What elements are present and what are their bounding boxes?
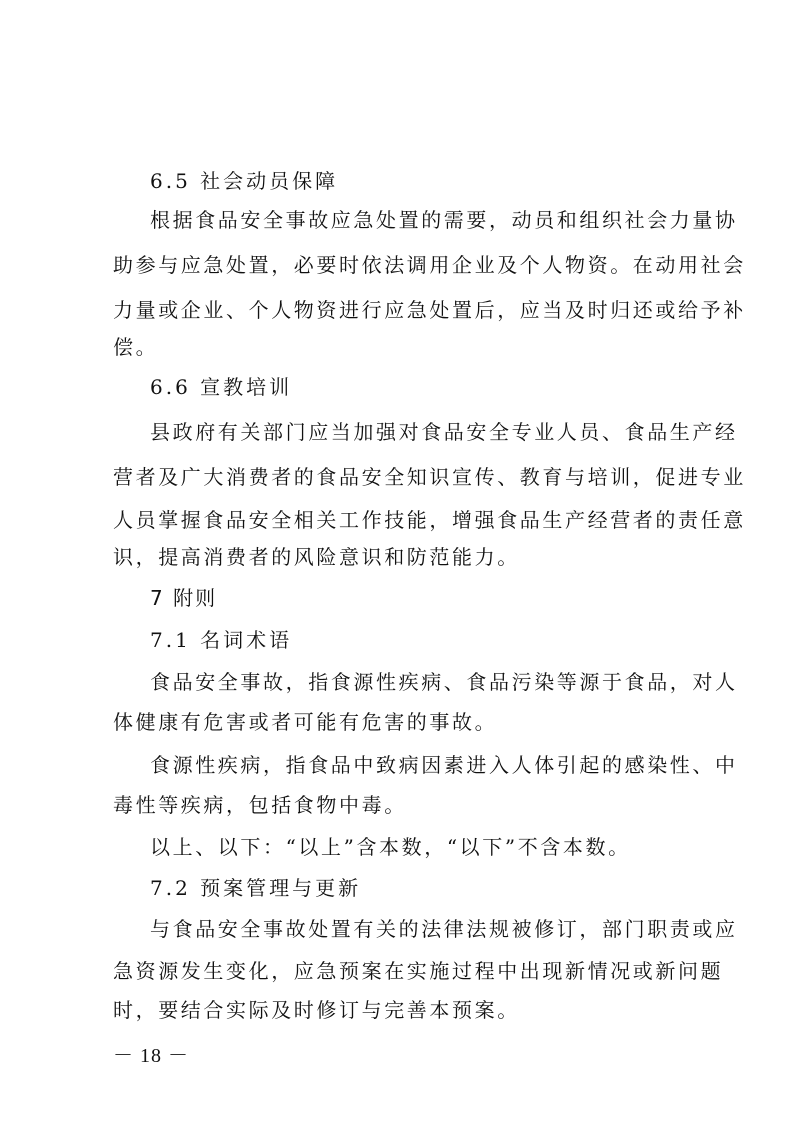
- paragraph-line: 时，要结合实际及时修订与完善本预案。: [113, 998, 520, 1022]
- paragraph-line: 毒性等疾病，包括食物中毒。: [113, 793, 407, 817]
- chapter-heading-7: 7 附则: [150, 586, 218, 610]
- paragraph-line: 力量或企业、个人物资进行应急处置后，应当及时归还或给予补: [113, 298, 746, 322]
- paragraph-line: 助参与应急处置，必要时依法调用企业及个人物资。在动用社会: [113, 253, 746, 277]
- paragraph-line: 与食品安全事故处置有关的法律法规被修订，部门职责或应: [150, 917, 738, 941]
- paragraph-line: 急资源发生变化，应急预案在实施过程中出现新情况或新问题: [113, 959, 724, 983]
- paragraph-line: 识，提高消费者的风险意识和防范能力。: [113, 545, 520, 569]
- paragraph-line: 县政府有关部门应当加强对食品安全专业人员、食品生产经: [150, 420, 738, 444]
- paragraph-line: 根据食品安全事故应急处置的需要，动员和组织社会力量协: [150, 208, 738, 232]
- paragraph-line: 体健康有危害或者可能有危害的事故。: [113, 710, 498, 734]
- paragraph-line: 食品安全事故，指食源性疾病、食品污染等源于食品，对人: [150, 670, 738, 694]
- paragraph-line: 人员掌握食品安全相关工作技能，增强食品生产经营者的责任意: [113, 508, 746, 532]
- paragraph-line: 食源性疾病，指食品中致病因素进入人体引起的感染性、中: [150, 753, 738, 777]
- page-number: － 18 －: [113, 1045, 189, 1067]
- section-heading-7-1: 7.1 名词术语: [150, 628, 293, 652]
- section-heading-7-2: 7.2 预案管理与更新: [150, 876, 362, 900]
- section-heading-6-6: 6.6 宣教培训: [150, 375, 293, 399]
- paragraph-line: 营者及广大消费者的食品安全知识宣传、教育与培训，促进专业: [113, 465, 746, 489]
- paragraph-line: 以上、以下：“以上”含本数，“以下”不含本数。: [150, 835, 631, 859]
- section-heading-6-5: 6.5 社会动员保障: [150, 169, 339, 193]
- paragraph-line: 偿。: [113, 335, 159, 359]
